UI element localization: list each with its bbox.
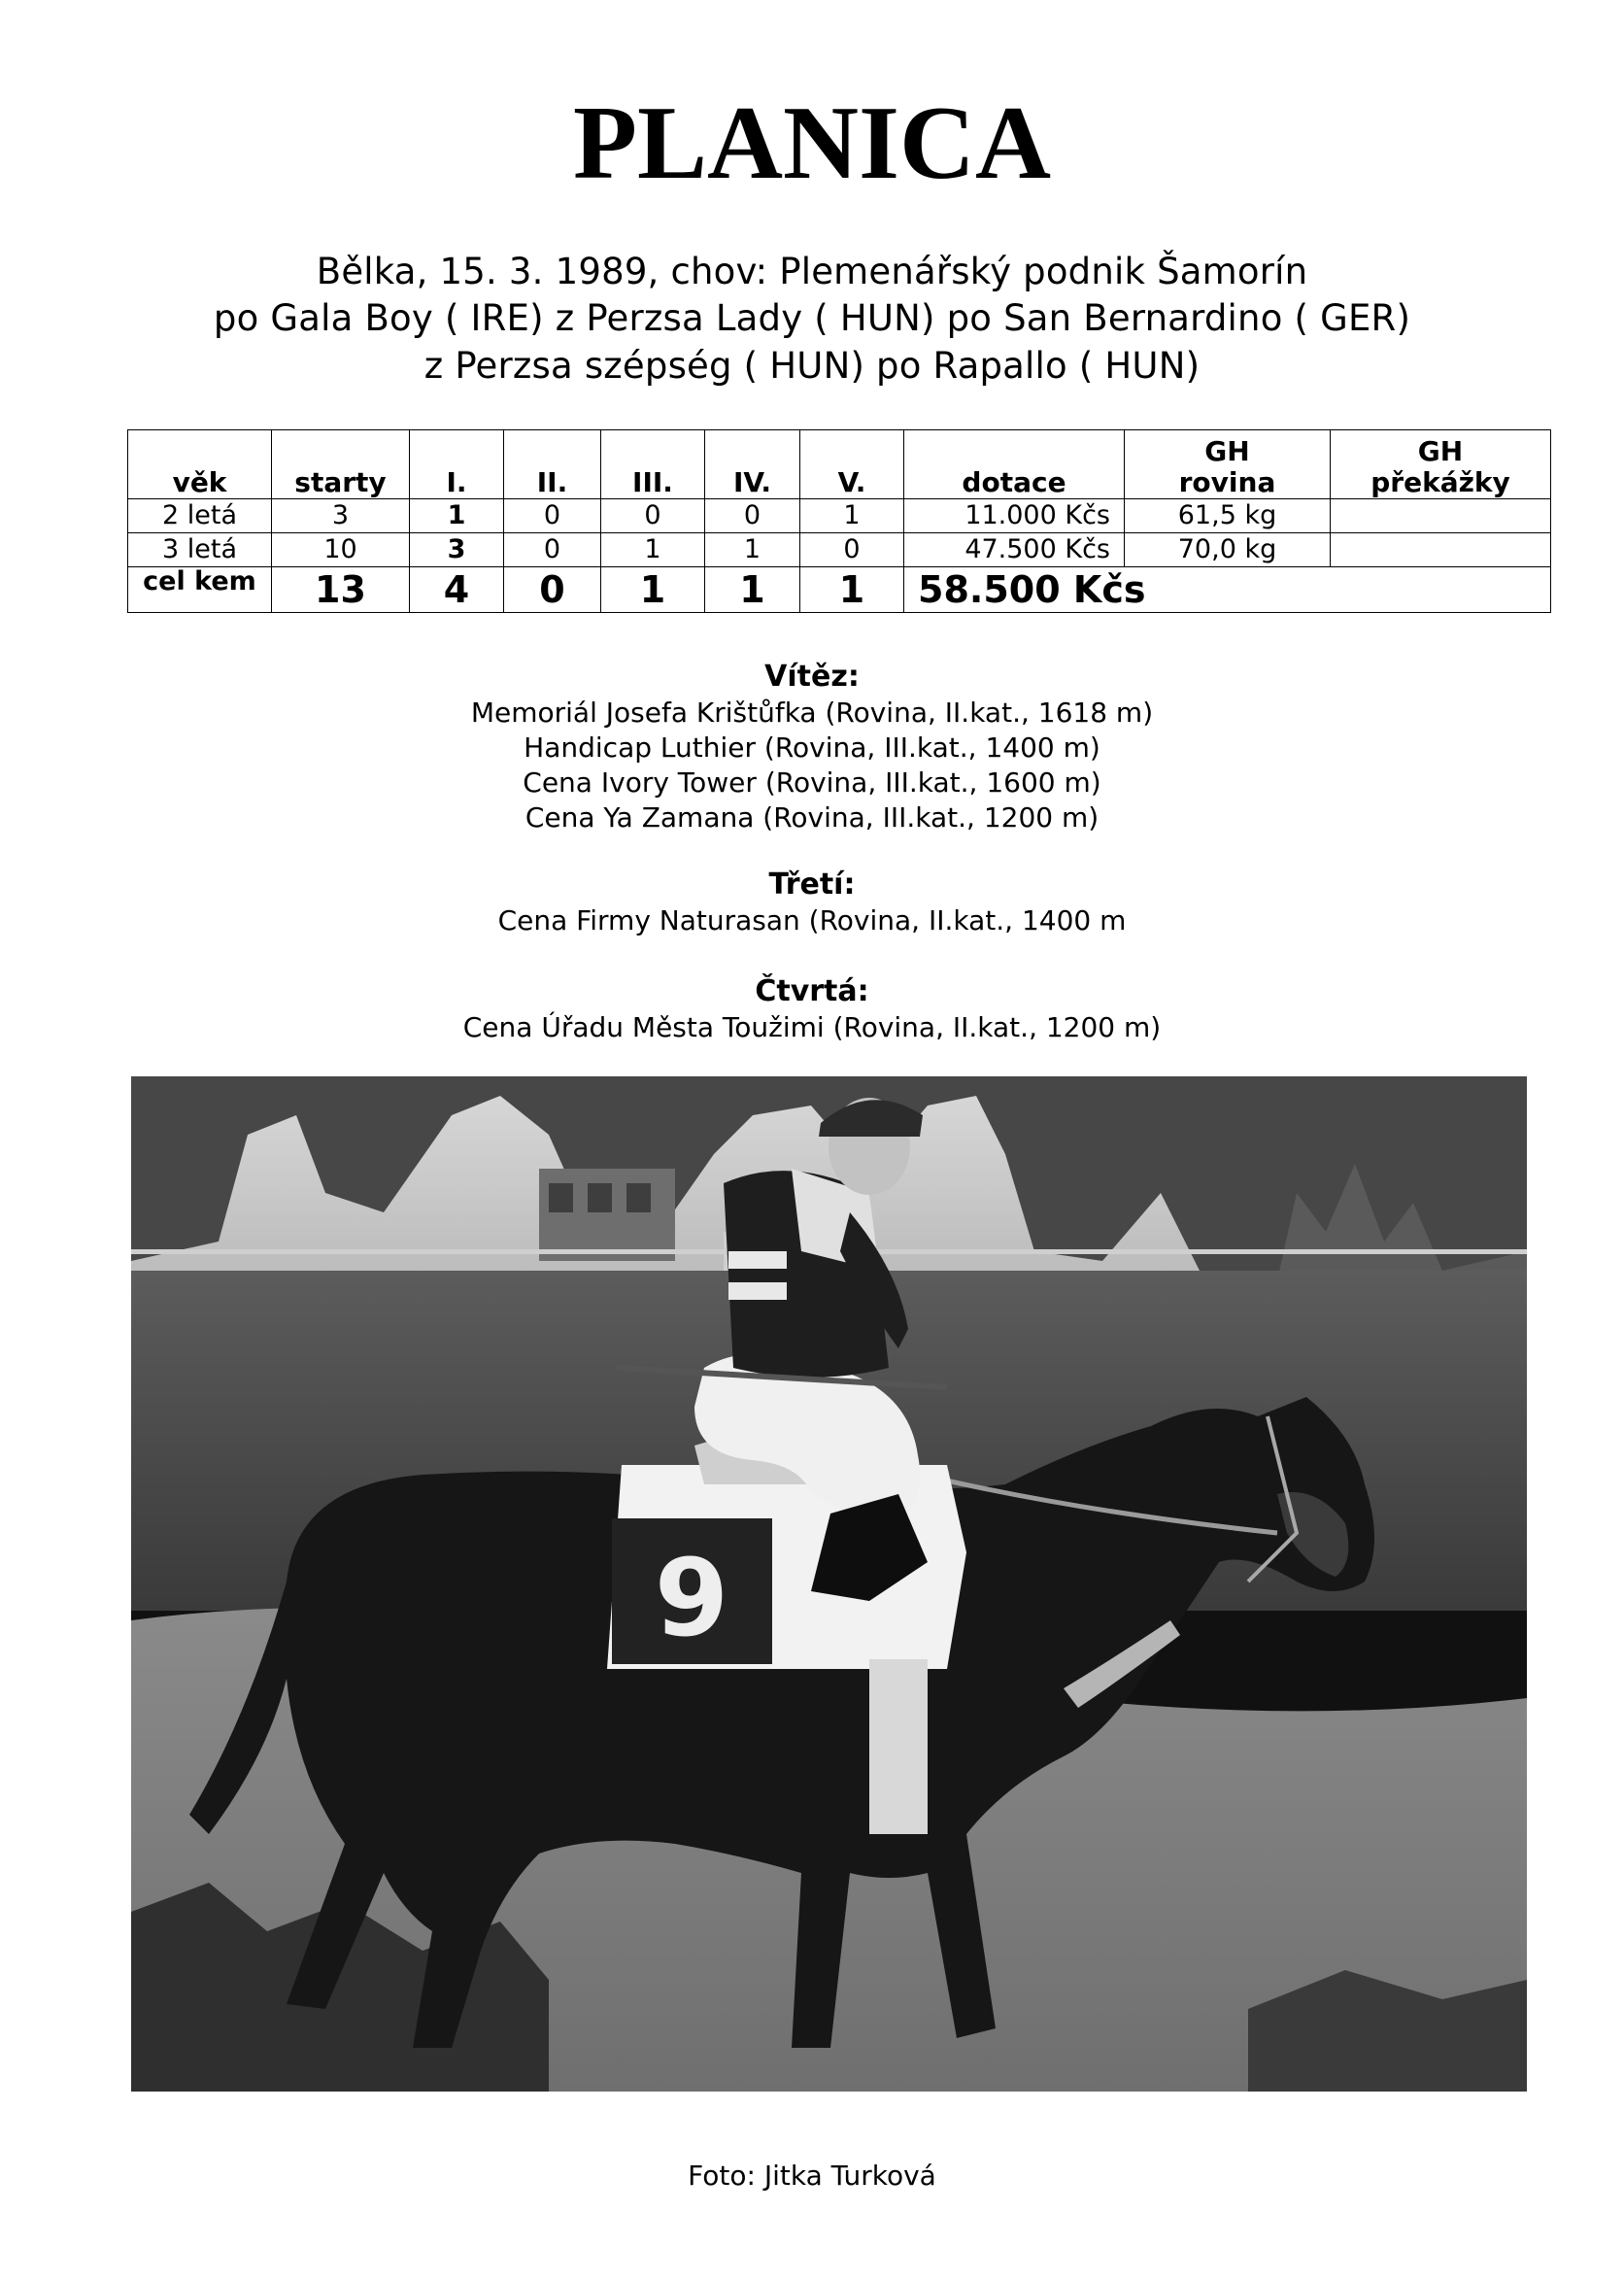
- cell-starts: 3: [272, 499, 410, 533]
- col-header-age: věk: [128, 430, 272, 499]
- col-header-fifth: V.: [800, 430, 904, 499]
- cell-third: 0: [601, 499, 705, 533]
- col-header-second: II.: [504, 430, 601, 499]
- cell-gh-flat: 70,0 kg: [1125, 533, 1331, 567]
- col-header-gh-flat-bottom: rovina: [1178, 466, 1276, 498]
- saddle-cloth-number: 9: [654, 1536, 729, 1660]
- photo-credit: Foto: Jitka Turková: [688, 2160, 936, 2192]
- fourth-place-heading: Čtvrtá:: [755, 974, 869, 1008]
- col-header-gh-jumps-top: GH: [1417, 435, 1464, 467]
- total-third: 1: [601, 567, 705, 613]
- race-item: Cena Firmy Naturasan (Rovina, II.kat., 1400 m: [497, 904, 1127, 936]
- race-stats-table: [127, 429, 1551, 613]
- race-item: Memoriál Josefa Krištůfka (Rovina, II.kat., 1618 m): [470, 697, 1154, 729]
- winner-heading: Vítěz:: [764, 660, 860, 694]
- col-header-first: I.: [410, 430, 504, 499]
- col-header-gh-flat-top: GH: [1204, 435, 1250, 467]
- total-fourth: 1: [705, 567, 800, 613]
- third-place-section: [0, 867, 1624, 938]
- cell-fourth: 0: [705, 499, 800, 533]
- col-header-prize: dotace: [904, 430, 1125, 499]
- cell-gh-jumps: [1331, 533, 1551, 567]
- cell-prize: 47.500 Kčs: [904, 533, 1125, 567]
- race-item: Handicap Luthier (Rovina, III.kat., 1400 m): [524, 732, 1100, 764]
- table-row: [128, 533, 1551, 567]
- third-place-heading: Třetí:: [768, 868, 856, 902]
- cell-second: 0: [504, 533, 601, 567]
- cell-starts: 10: [272, 533, 410, 567]
- total-starts: 13: [272, 567, 410, 613]
- col-header-gh-flat: [1125, 430, 1331, 499]
- cell-first: 1: [410, 499, 504, 533]
- cell-fifth: 0: [800, 533, 904, 567]
- total-first: 4: [410, 567, 504, 613]
- subtitle-line-2: po Gala Boy ( IRE) z Perzsa Lady ( HUN) po San Bernardino ( GER): [213, 297, 1411, 339]
- col-header-gh-jumps-bottom: překážky: [1370, 466, 1510, 498]
- cell-age: 3 letá: [128, 533, 272, 567]
- subtitle-line-1: Bělka, 15. 3. 1989, chov: Plemenářský podnik Šamorín: [316, 251, 1308, 292]
- cell-fifth: 1: [800, 499, 904, 533]
- page-title: PLANICA: [572, 85, 1051, 201]
- cell-gh-jumps: [1331, 499, 1551, 533]
- cell-age: 2 letá: [128, 499, 272, 533]
- cell-third: 1: [601, 533, 705, 567]
- horse-photo: [131, 1076, 1527, 2092]
- race-item: Cena Úřadu Města Toužimi (Rovina, II.kat., 1200 m): [462, 1011, 1162, 1043]
- race-item: Cena Ivory Tower (Rovina, III.kat., 1600 m): [523, 766, 1101, 799]
- cell-first: 3: [410, 533, 504, 567]
- table-total-row: [128, 567, 1551, 613]
- winner-section: [0, 659, 1624, 835]
- total-label: cel kem: [128, 567, 272, 613]
- col-header-fourth: IV.: [705, 430, 800, 499]
- col-header-gh-jumps: [1331, 430, 1551, 499]
- cell-fourth: 1: [705, 533, 800, 567]
- total-prize: 58.500 Kčs: [904, 567, 1551, 613]
- col-header-starts: starty: [272, 430, 410, 499]
- cell-gh-flat: 61,5 kg: [1125, 499, 1331, 533]
- table-header-row: [128, 430, 1551, 499]
- race-item: Cena Ya Zamana (Rovina, III.kat., 1200 m): [524, 801, 1100, 834]
- cell-prize: 11.000 Kčs: [904, 499, 1125, 533]
- table-row: [128, 499, 1551, 533]
- fourth-place-section: [0, 973, 1624, 1045]
- subtitle-line-3: z Perzsa szépség ( HUN) po Rapallo ( HUN): [423, 345, 1201, 387]
- cell-second: 0: [504, 499, 601, 533]
- col-header-third: III.: [601, 430, 705, 499]
- total-fifth: 1: [800, 567, 904, 613]
- total-second: 0: [504, 567, 601, 613]
